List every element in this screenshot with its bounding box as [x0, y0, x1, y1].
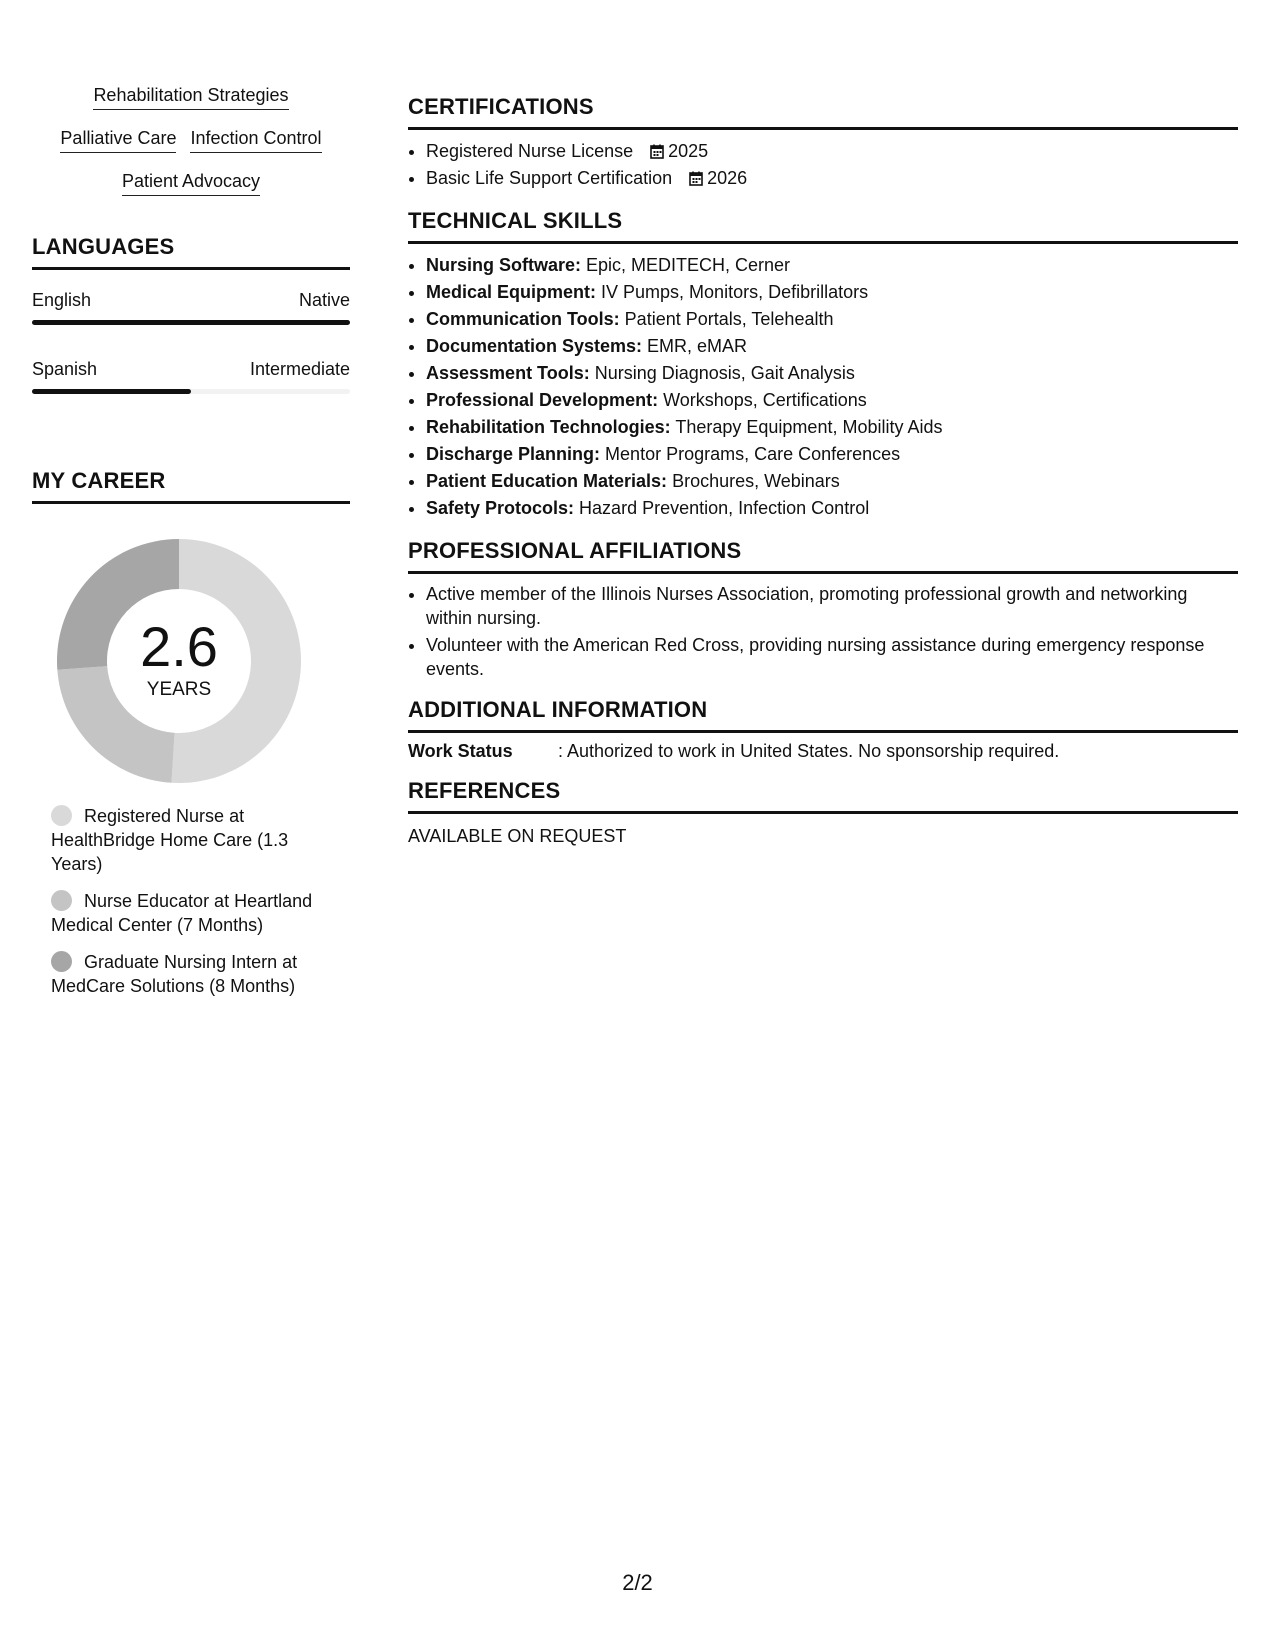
skill-tag: Rehabilitation Strategies	[93, 84, 288, 110]
work-status-row	[408, 741, 1238, 762]
technical-skills-section	[408, 208, 1238, 522]
legend-item	[51, 889, 331, 937]
skill-key: Communication Tools:	[426, 309, 620, 329]
skill-item	[426, 441, 1238, 468]
skill-item	[426, 252, 1238, 279]
legend-label: Nurse Educator at Heartland Medical Center (7 Months)	[51, 891, 313, 935]
legend-label: Registered Nurse at HealthBridge Home Care (1.3 Years)	[51, 806, 289, 874]
skill-value: Patient Portals, Telehealth	[619, 309, 834, 329]
language-bar	[32, 320, 350, 325]
references-heading: REFERENCES	[408, 778, 1238, 814]
legend-dot	[51, 951, 72, 972]
skill-tag: Infection Control	[190, 127, 321, 153]
career-section	[32, 468, 350, 998]
language-bar	[32, 389, 350, 394]
affiliations-list	[408, 582, 1238, 681]
technical-skills-heading: TECHNICAL SKILLS	[408, 208, 1238, 244]
skill-value: Workshops, Certifications	[658, 390, 867, 410]
work-status-label: Work Status	[408, 741, 513, 761]
legend-item	[51, 804, 331, 876]
career-unit: YEARS	[146, 679, 212, 700]
skill-key: Nursing Software:	[426, 255, 582, 275]
skill-key: Rehabilitation Technologies:	[426, 417, 671, 437]
technical-skills-list	[408, 252, 1238, 522]
language-item	[32, 359, 350, 394]
legend-dot	[51, 805, 72, 826]
right-column	[408, 94, 1238, 863]
skill-item	[426, 495, 1238, 522]
skill-key: Documentation Systems:	[426, 336, 643, 356]
language-level: Intermediate	[249, 359, 350, 379]
skill-value: IV Pumps, Monitors, Defibrillators	[596, 282, 869, 302]
skill-value: Mentor Programs, Care Conferences	[600, 444, 901, 464]
page-number: 2/2	[622, 1570, 653, 1595]
skill-item	[426, 387, 1238, 414]
certifications-heading: CERTIFICATIONS	[408, 94, 1238, 130]
skill-value: Therapy Equipment, Mobility Aids	[670, 417, 943, 437]
tag-row	[32, 170, 350, 196]
left-column	[32, 84, 350, 1011]
calendar-icon	[689, 171, 703, 186]
skill-key: Safety Protocols:	[426, 498, 575, 518]
language-item	[32, 290, 350, 325]
skill-item	[426, 306, 1238, 333]
references-text: AVAILABLE ON REQUEST	[408, 826, 627, 846]
affiliation-item: • Volunteer with the American Red Cross, providing nursing assistance during emergency response events.	[426, 633, 1238, 681]
skill-key: Patient Education Materials:	[426, 471, 668, 491]
certification-name: Basic Life Support Certification	[426, 168, 673, 188]
skill-tags	[32, 84, 350, 196]
career-donut	[54, 536, 304, 786]
certification-name: Registered Nurse License	[426, 141, 634, 161]
career-legend	[51, 804, 331, 998]
skill-item	[426, 468, 1238, 495]
work-status-value: : Authorized to work in United States. No sponsorship required.	[558, 741, 1060, 761]
certifications-section	[408, 94, 1238, 192]
legend-dot	[51, 890, 72, 911]
skill-value: Epic, MEDITECH, Cerner	[581, 255, 791, 275]
skill-value: EMR, eMAR	[642, 336, 748, 356]
career-heading: MY CAREER	[32, 468, 350, 504]
languages-heading: LANGUAGES	[32, 234, 350, 270]
references-section	[408, 778, 1238, 847]
certification-item	[426, 138, 1238, 165]
skill-item	[426, 414, 1238, 441]
language-bar-fill	[32, 389, 191, 394]
affiliations-section	[408, 538, 1238, 681]
tag-row	[32, 127, 350, 153]
legend-label: Graduate Nursing Intern at MedCare Solutions (8 Months)	[51, 952, 298, 996]
skill-tag: Patient Advocacy	[122, 170, 260, 196]
languages-section	[32, 234, 350, 394]
skill-value: Hazard Prevention, Infection Control	[574, 498, 870, 518]
affiliation-item: • Active member of the Illinois Nurses Association, promoting professional growth and networking within nursing.	[426, 582, 1238, 630]
certification-item	[426, 165, 1238, 192]
language-bar-fill	[32, 320, 350, 325]
additional-info-heading: ADDITIONAL INFORMATION	[408, 697, 1238, 733]
tag-row	[32, 84, 350, 110]
skill-key: Assessment Tools:	[426, 363, 590, 383]
language-name: English	[32, 290, 92, 310]
skill-tag: Palliative Care	[60, 127, 176, 153]
skill-key: Medical Equipment:	[426, 282, 597, 302]
skill-value: Nursing Diagnosis, Gait Analysis	[589, 363, 855, 383]
affiliations-heading: PROFESSIONAL AFFILIATIONS	[408, 538, 1238, 574]
skill-item	[426, 360, 1238, 387]
skill-item	[426, 333, 1238, 360]
certification-year: 2025	[668, 141, 709, 161]
language-name: Spanish	[32, 359, 98, 379]
certification-year: 2026	[707, 168, 748, 188]
career-total: 2.6	[140, 615, 218, 678]
language-level: Native	[298, 290, 350, 310]
certifications-list	[408, 138, 1238, 192]
skill-item	[426, 279, 1238, 306]
skill-value: Brochures, Webinars	[667, 471, 840, 491]
skill-key: Professional Development:	[426, 390, 659, 410]
legend-item	[51, 950, 331, 998]
skill-key: Discharge Planning:	[426, 444, 601, 464]
calendar-icon	[650, 144, 664, 159]
additional-info-section	[408, 697, 1238, 762]
